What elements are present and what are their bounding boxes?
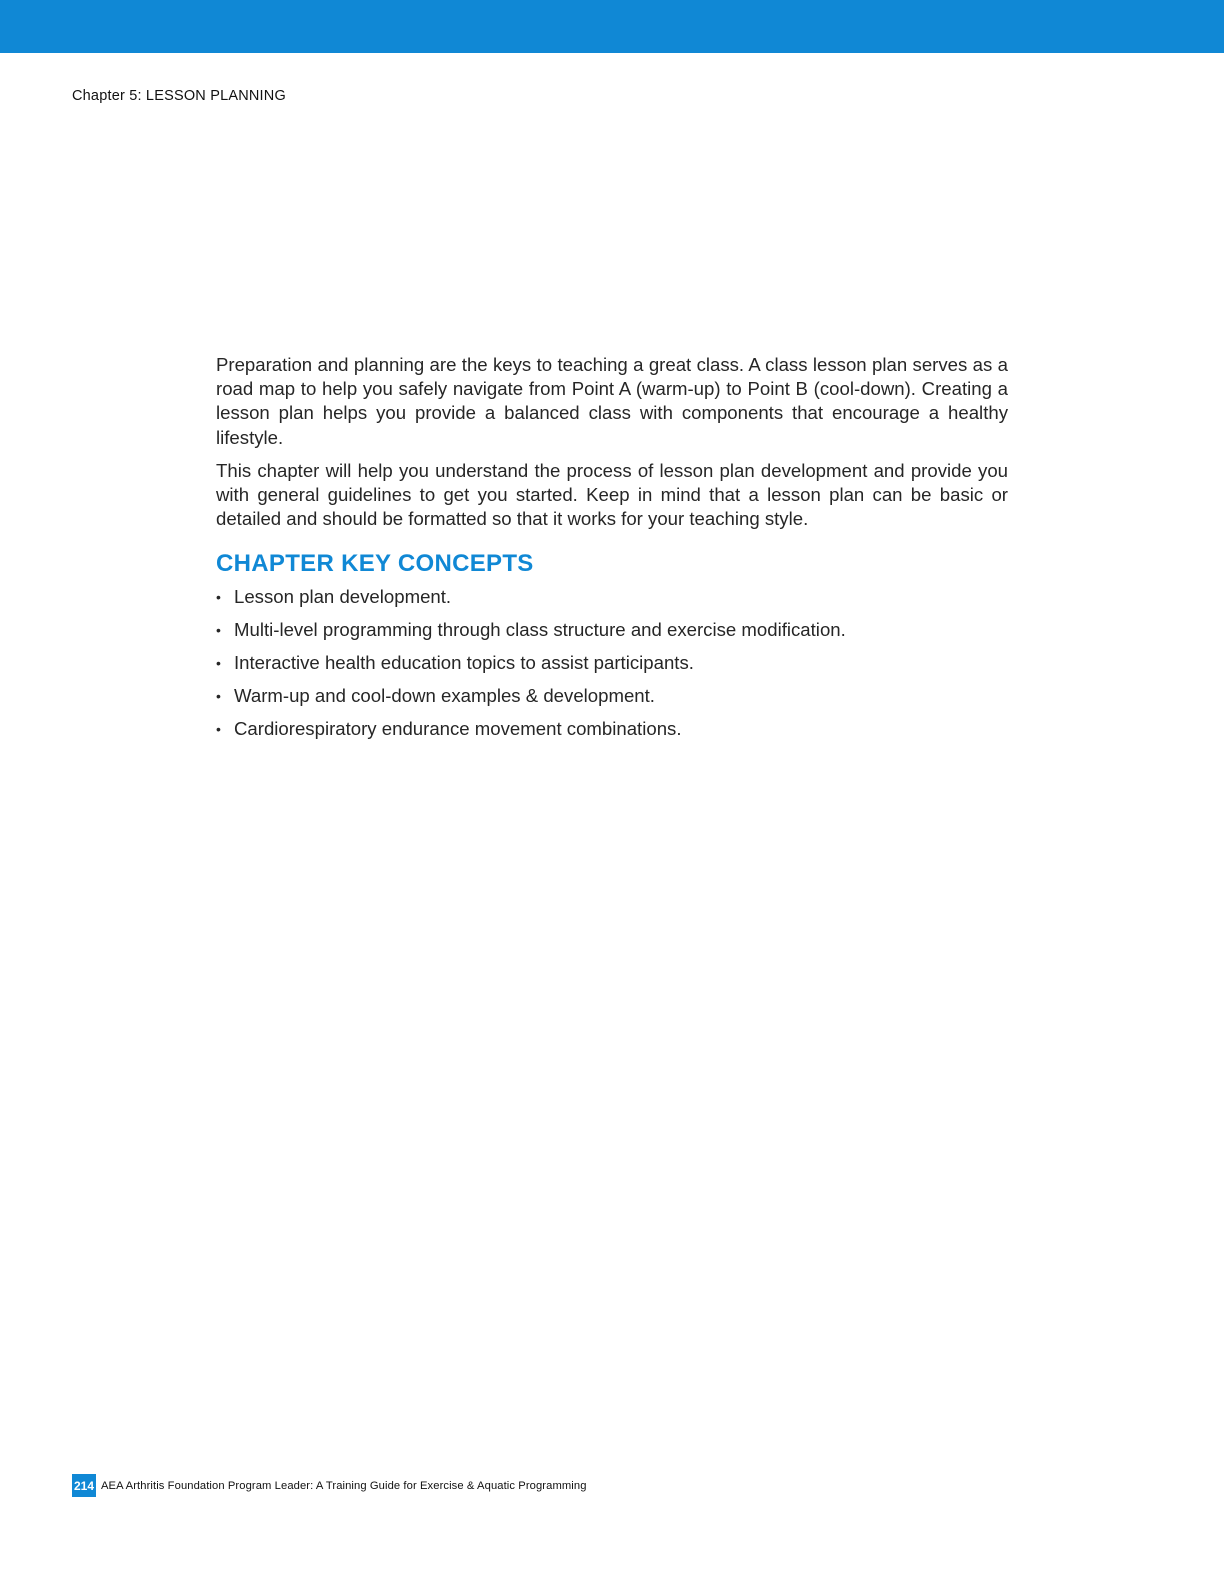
list-item [216,585,1008,609]
bullet-icon: • [216,622,221,639]
bullet-icon: • [216,589,221,606]
header-color-bar [0,0,1224,53]
chapter-overview-paragraph: This chapter will help you understand the process of lesson plan development and provide you with general guidelines to get you started. Keep in mind that a lesson plan can be basic or detailed and should be formatted so that it works for your teaching style. [216,459,1008,530]
page-number-badge: 214 [72,1474,96,1497]
list-item-text: Warm-up and cool-down examples & development. [234,685,655,707]
section-title: CHAPTER KEY CONCEPTS [216,550,534,578]
bullet-icon: • [216,688,221,705]
key-concepts-list [216,585,1008,741]
list-item [216,684,1008,708]
page-footer [72,1474,587,1497]
list-item-text: Interactive health education topics to assist participants. [234,652,694,674]
list-item-text: Cardiorespiratory endurance movement combinations. [234,718,682,740]
list-item-text: Lesson plan development. [234,586,452,608]
list-item-text: Multi-level programming through class structure and exercise modification. [234,619,846,641]
book-title: AEA Arthritis Foundation Program Leader: A Training Guide for Exercise & Aquatic Programming [101,1479,587,1492]
list-item [216,651,1008,675]
bullet-icon: • [216,655,221,672]
main-content [216,353,1008,750]
intro-paragraph: Preparation and planning are the keys to teaching a great class. A class lesson plan serves as a road map to help you safely navigate from Point A (warm-up) to Point B (cool-down). Creating a lesson plan helps you provide a balanced class with components that encourage a healthy lifestyle. [216,354,1008,448]
bullet-icon: • [216,721,221,738]
running-head: Chapter 5: LESSON PLANNING [72,88,286,104]
list-item [216,717,1008,741]
list-item [216,618,1008,642]
